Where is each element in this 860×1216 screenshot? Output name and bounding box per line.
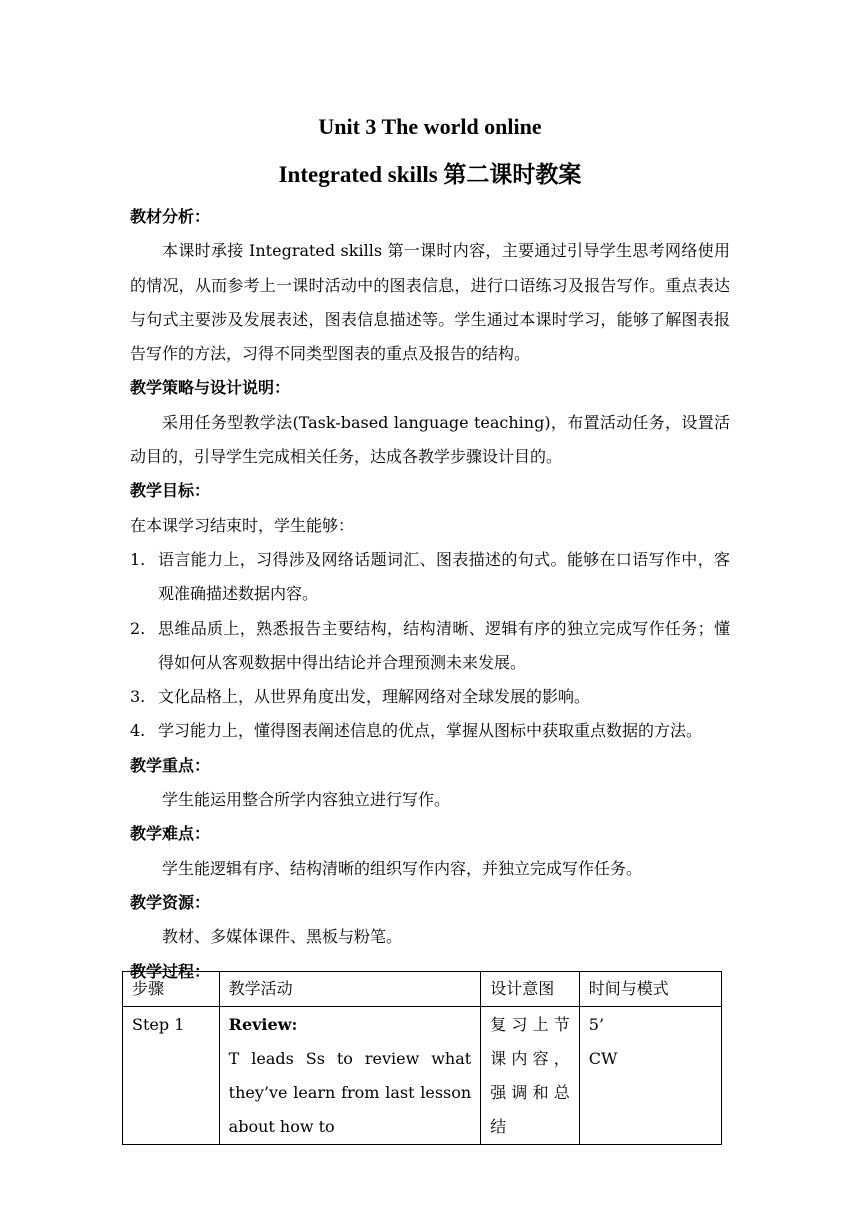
list-item-text: 语言能力上，习得涉及网络话题词汇、图表描述的句式。能够在口语写作中，客观准确描述数据内容。: [158, 549, 730, 604]
section-heading-resources: 教学资源：: [130, 892, 211, 912]
key-points-paragraph: 学生能运用整合所学内容独立进行写作。: [162, 790, 451, 810]
resources-paragraph: 教材、多媒体课件、黑板与粉笔。: [162, 927, 403, 947]
list-item: [130, 543, 730, 612]
step-cell: [123, 1007, 220, 1145]
activity-text: T leads Ss to review what they’ve learn from last lesson about how to: [228, 1049, 472, 1136]
section-heading-strategy: 教学策略与设计说明：: [130, 378, 291, 398]
column-header-step: 步骤: [123, 972, 220, 1007]
list-item: [130, 714, 730, 748]
list-item-number: 3.: [130, 687, 146, 707]
analysis-paragraph: 本课时承接 Integrated skills 第一课时内容，主要通过引导学生思考网络使用的情况，从而参考上一课时活动中的图表信息，进行口语练习及报告写作。重点表达与句式主要涉及发展表述，图表信息描述等。学生通过本课时学习，能够了解图表报告写作的方法，习得不同类型图表的重点及报告的结构。: [130, 241, 730, 364]
time-mode-cell: [579, 1007, 721, 1145]
purpose-cell: [481, 1007, 580, 1145]
list-item: [130, 612, 730, 681]
process-table: [122, 971, 722, 1145]
column-header-purpose: 设计意图: [481, 972, 580, 1007]
list-item-number: 2.: [130, 618, 146, 638]
step-label: Step 1: [132, 1015, 185, 1034]
section-heading-difficulties: 教学难点：: [130, 824, 211, 844]
list-item-number: 1.: [130, 549, 146, 569]
mode-value: CW: [588, 1049, 618, 1068]
list-item-text: 文化品格上，从世界角度出发，理解网络对全球发展的影响。: [158, 687, 591, 707]
objectives-list: [130, 543, 730, 749]
time-value: 5’: [588, 1015, 605, 1034]
column-header-activity: 教学活动: [219, 972, 481, 1007]
strategy-paragraph: 采用任务型教学法(Task-based language teaching)，布置活动任务，设置活动目的，引导学生完成相关任务，达成各教学步骤设计目的。: [130, 412, 730, 467]
list-item: [130, 680, 730, 714]
list-item-text: 思维品质上，熟悉报告主要结构，结构清晰、逻辑有序的独立完成写作任务；懂得如何从客观数据中得出结论并合理预测未来发展。: [158, 618, 730, 672]
section-heading-analysis: 教材分析：: [130, 207, 211, 226]
column-header-time-mode: 时间与模式: [579, 972, 721, 1007]
activity-cell: [219, 1007, 481, 1145]
objectives-intro: 在本课学习结束时，学生能够：: [130, 515, 355, 535]
document-title: Unit 3 The world online: [318, 114, 542, 139]
list-item-text: 学习能力上，懂得图表阐述信息的优点，掌握从图标中获取重点数据的方法。: [158, 721, 703, 741]
section-heading-key-points: 教学重点：: [130, 755, 211, 775]
purpose-text: 复习上节课内容，强调和总结: [490, 1015, 570, 1136]
list-item-number: 4.: [130, 721, 146, 741]
section-heading-objectives: 教学目标：: [130, 481, 211, 501]
section-heading-process: 教学过程：: [130, 961, 211, 981]
table-row: [123, 1007, 722, 1145]
difficulties-paragraph: 学生能逻辑有序、结构清晰的组织写作内容，并独立完成写作任务。: [162, 858, 643, 878]
activity-title: Review:: [228, 1015, 298, 1034]
document-body: [130, 200, 730, 989]
table-header-row: [123, 972, 722, 1007]
document-subtitle: Integrated skills 第二课时教案: [278, 162, 582, 187]
